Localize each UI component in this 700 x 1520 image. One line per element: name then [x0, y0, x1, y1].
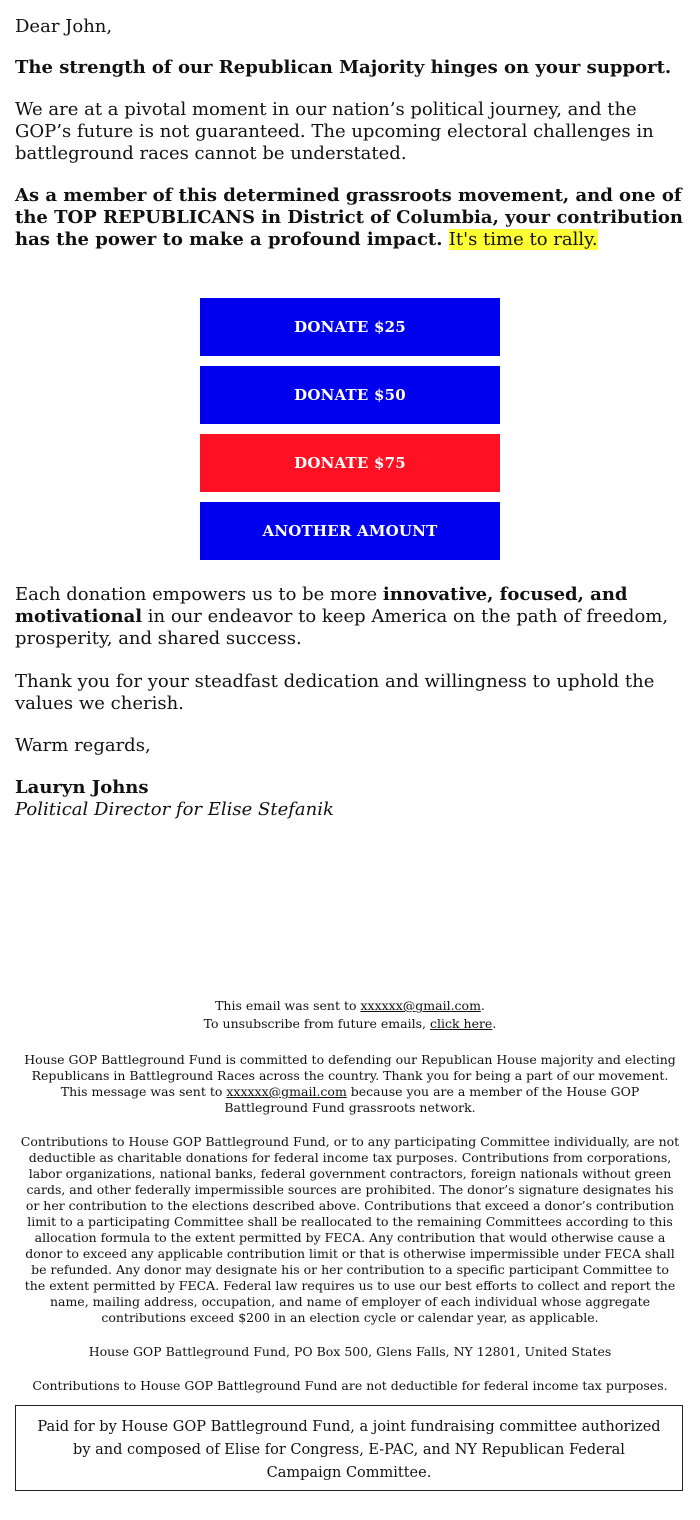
closing: Warm regards, — [15, 735, 151, 756]
cta-bold-text: As a member of this determined grassroots movement, and one of the TOP REPUBLICANS in District of Columbia, your contribution has the power to make a profound impact. — [15, 185, 684, 250]
donate-25-button[interactable]: DONATE $25 — [200, 298, 500, 356]
donate-75-button[interactable]: DONATE $75 — [200, 434, 500, 492]
recipient-email-link[interactable]: xxxxxx@gmail.com — [360, 998, 481, 1013]
intro-paragraph: We are at a pivotal moment in our nation’s political journey, and the GOP’s future is not guaranteed. The upcoming electoral challenges in battleground races cannot be understated. — [15, 99, 654, 164]
greeting: Dear John, — [15, 16, 113, 37]
sent-to-notice: This email was sent to xxxxxx@gmail.com. — [215, 998, 485, 1013]
headline: The strength of our Republican Majority hinges on your support. — [15, 57, 672, 78]
tax-note: Contributions to House GOP Battleground Fund are not deductible for federal income tax purposes. — [32, 1378, 668, 1393]
unsubscribe-link[interactable]: click here — [429, 1016, 493, 1031]
impact-paragraph: Each donation empowers us to be more innovative, focused, and motivational in our endeavor to keep America on the path of freedom, prosperity, and shared success. — [15, 584, 669, 649]
paid-for-disclaimer: Paid for by House GOP Battleground Fund, a joint fundraising committee authorized by and composed of Elise for Congress, E-PAC, and NY Republican Federal Campaign Committee. — [15, 1405, 683, 1491]
thanks-paragraph: Thank you for your steadfast dedication and willingness to uphold the values we cherish. — [15, 671, 655, 714]
impact-bold-text: innovative, focused, and motivational — [15, 584, 628, 627]
member-email-link[interactable]: xxxxxx@gmail.com — [226, 1084, 347, 1099]
donate-50-button[interactable]: DONATE $50 — [200, 366, 500, 424]
highlight-text: It's time to rally. — [448, 229, 598, 250]
call-to-action-paragraph — [15, 185, 690, 251]
legal-disclaimer: Contributions to House GOP Battleground Fund, or to any participating Committee individually, are not deductible as charitable donations for federal income tax purposes. Contributions from corporations, labor organizations, national banks, federal government contractors, foreign nationals without green cards, and other federally impermissible sources are prohibited. The donor’s signature designates his or her contribution to the elections described above. Contributions that exceed a donor’s contribution limit to a participating Committee shall be reallocated to the remaining Committees according to this allocation formula to the extent permitted by FECA. Any contribution that would otherwise cause a donor to exceed any applicable contribution limit or that is otherwise impermissible under FECA shall be refunded. Any donor may designate his or her contribution to a specific participant Committee to the extent permitted by FECA. Federal law requires us to use our best efforts to collect and report the name, mailing address, occupation, and name of employer of each individual whose aggregate contributions exceed $200 in an election cycle or calendar year, as applicable. — [20, 1134, 680, 1325]
another-amount-button[interactable]: ANOTHER AMOUNT — [200, 502, 500, 560]
signer-title: Political Director for Elise Stefanik — [15, 799, 334, 820]
footer — [20, 998, 680, 1404]
signer-name: Lauryn Johns — [15, 777, 149, 798]
about-notice: House GOP Battleground Fund is committed to defending our Republican House majority and electing Republicans in Battleground Races across the country. Thank you for being a part of our movement. This message was sent to xxxxxx@gmail.com because you are a member of the House GOP Battleground Fund grassroots network. — [24, 1052, 676, 1115]
unsubscribe-notice: To unsubscribe from future emails, click here. — [203, 1016, 497, 1031]
mailing-address: House GOP Battleground Fund, PO Box 500, Glens Falls, NY 12801, United States — [88, 1344, 612, 1359]
